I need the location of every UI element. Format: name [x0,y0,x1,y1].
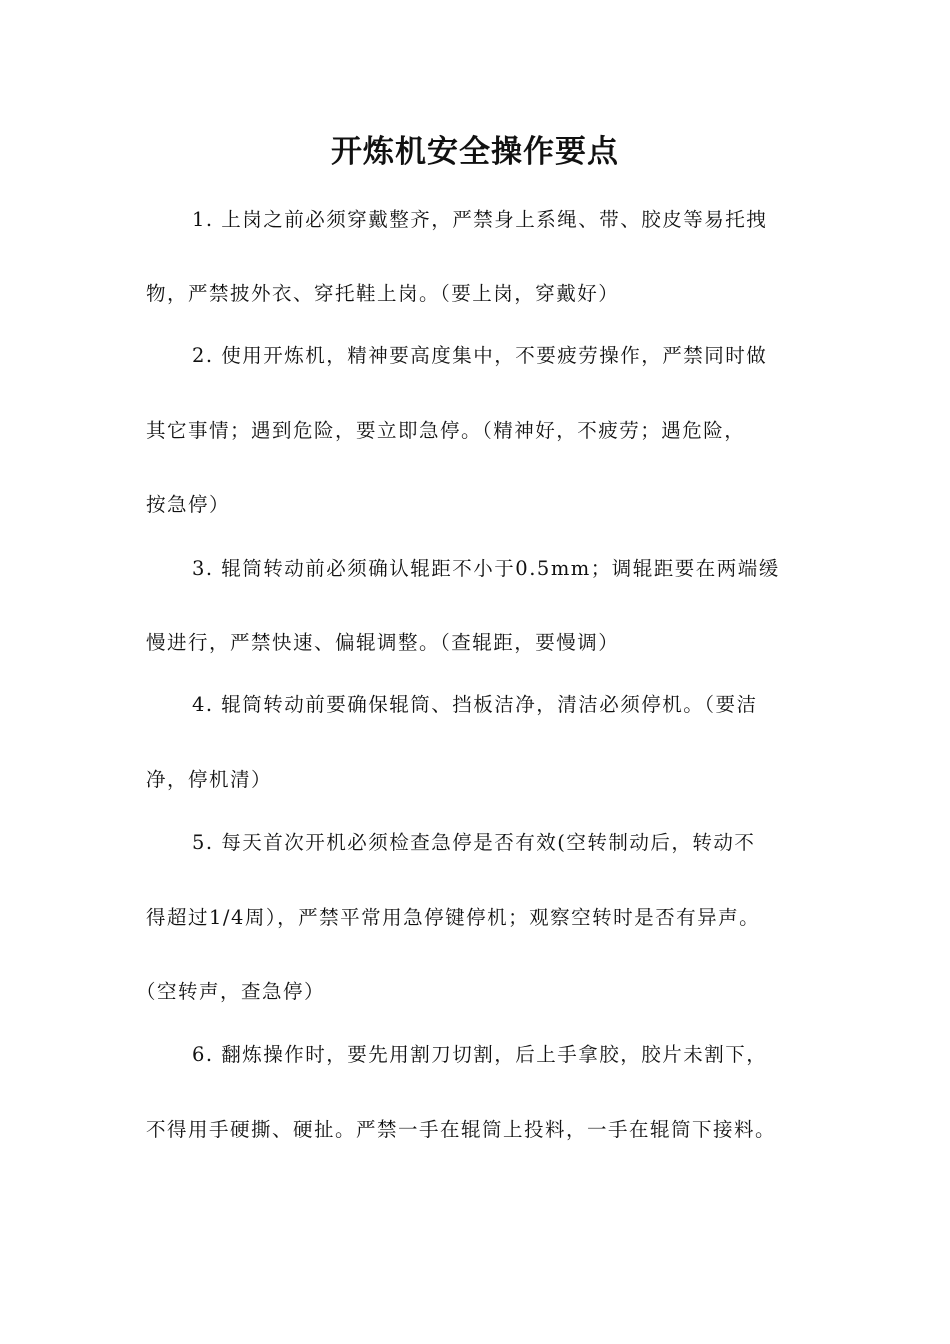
paragraph-5-line-1: 5. 每天首次开机必须检查急停是否有效(空转制动后，转动不 [192,831,756,854]
paragraph-5-line-3: （空转声，查急停） [136,980,326,1003]
paragraph-6-line-1: 6. 翻炼操作时，要先用割刀切割，后上手拿胶，胶片未割下， [192,1043,768,1066]
paragraph-4-line-2: 净，停机清） [146,768,273,791]
paragraph-5-line-2: 得超过1/4周），严禁平常用急停键停机；观察空转时是否有异声。 [146,906,761,929]
paragraph-2-line-2: 其它事情；遇到危险，要立即急停。（精神好，不疲劳；遇危险， [146,419,746,442]
paragraph-2-line-3: 按急停） [146,493,231,516]
paragraph-3-line-1: 3. 辊筒转动前必须确认辊距不小于0.5mm；调辊距要在两端缓 [192,557,780,580]
paragraph-2-line-1: 2. 使用开炼机，精神要高度集中，不要疲劳操作，严禁同时做 [192,344,768,367]
paragraph-1-line-2: 物，严禁披外衣、穿托鞋上岗。（要上岗，穿戴好） [146,282,620,305]
paragraph-6-line-2: 不得用手硬撕、硬扯。严禁一手在辊筒上投料，一手在辊筒下接料。 [146,1118,777,1141]
paragraph-3-line-2: 慢进行，严禁快速、偏辊调整。（查辊距，要慢调） [146,631,620,654]
document-title: 开炼机安全操作要点 [331,134,619,170]
paragraph-4-line-1: 4. 辊筒转动前要确保辊筒、挡板洁净，清洁必须停机。（要洁 [192,693,758,716]
paragraph-1-line-1: 1. 上岗之前必须穿戴整齐，严禁身上系绳、带、胶皮等易托拽 [192,208,768,231]
